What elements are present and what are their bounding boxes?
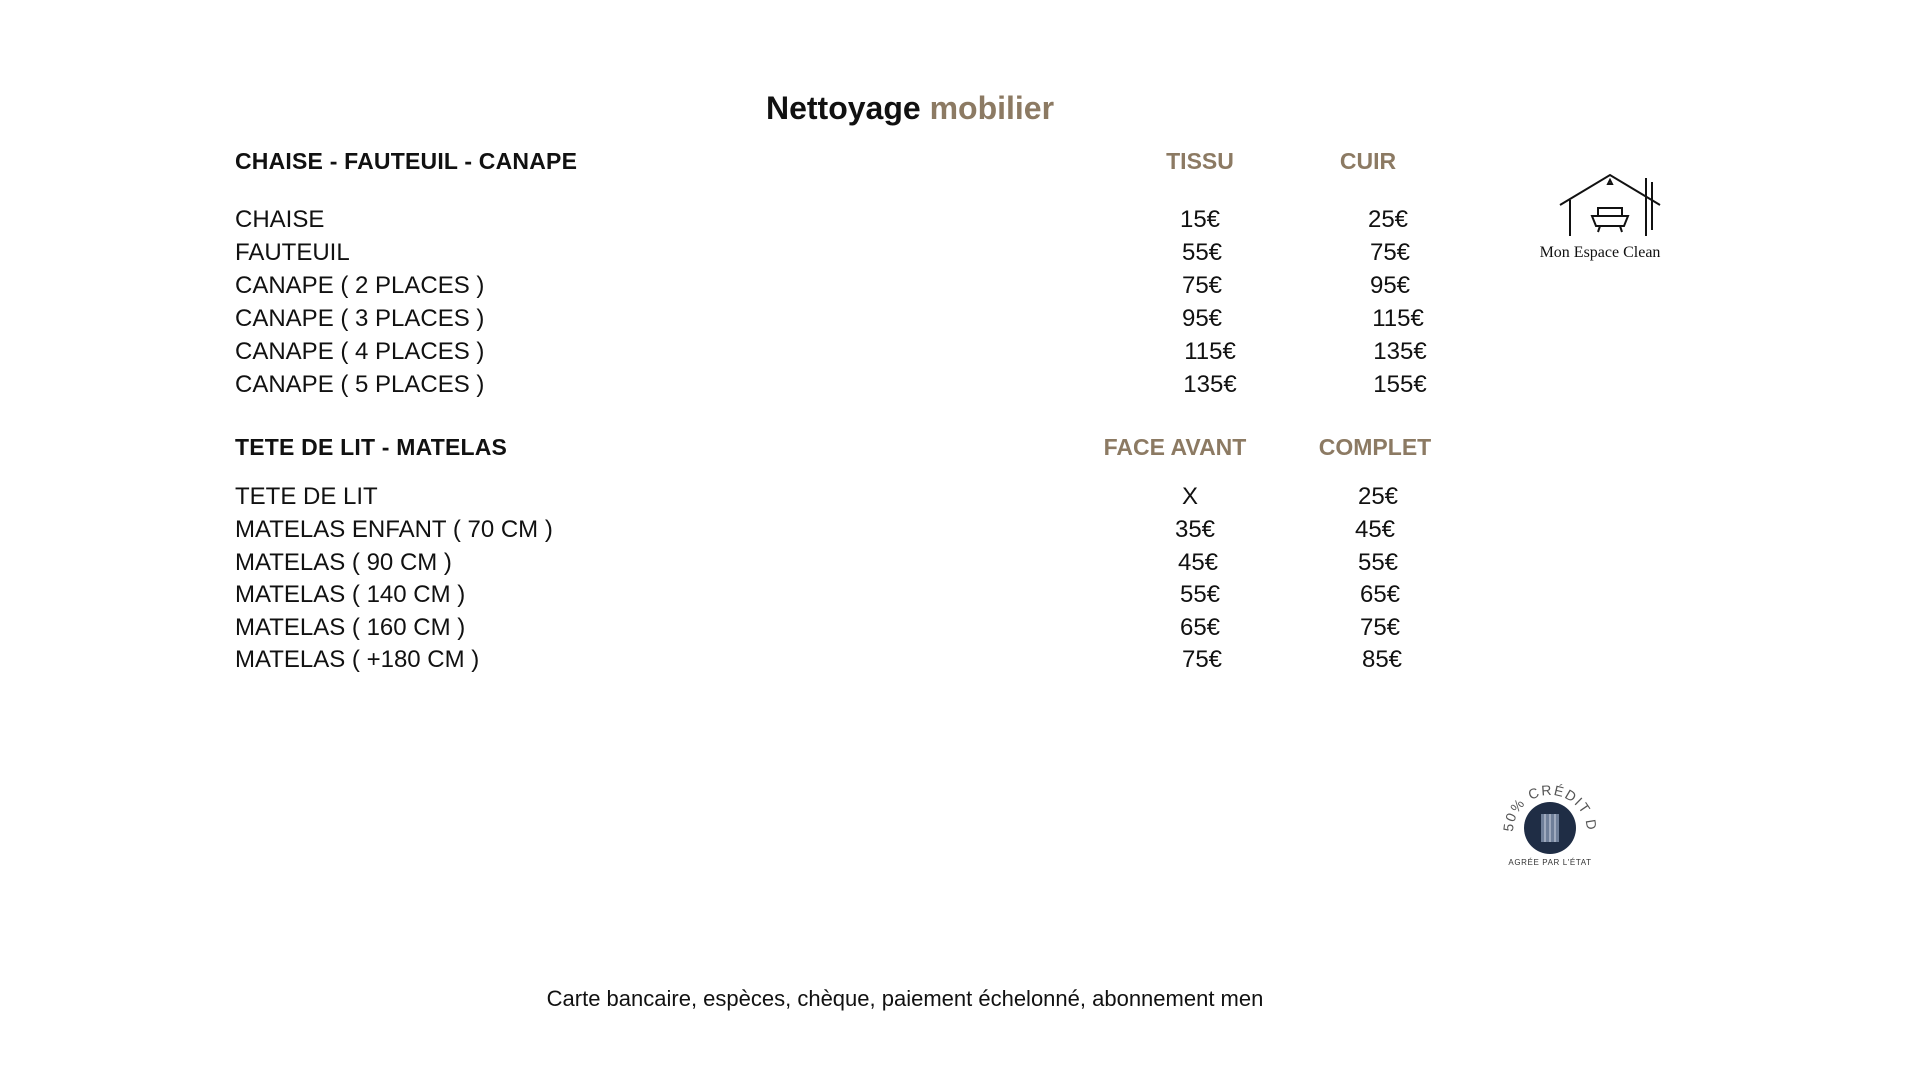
row-label: MATELAS ( 90 CM )	[235, 549, 452, 576]
column-header-cuir: CUIR	[1339, 148, 1397, 174]
column-header-complet: COMPLET	[1318, 434, 1432, 460]
column-header-tissu: TISSU	[1166, 148, 1234, 174]
price-complet: 65€	[1359, 581, 1401, 608]
price-complet: 75€	[1359, 614, 1401, 641]
price-face-avant: X	[1181, 483, 1198, 510]
badge-sub-text: AGRÉE PAR L'ÉTAT	[1508, 858, 1592, 867]
row-label: MATELAS ( 140 CM )	[235, 581, 466, 608]
section-heading-chairs: CHAISE - FAUTEUIL - CANAPE	[235, 148, 578, 174]
price-cuir: 95€	[1369, 272, 1411, 299]
price-face-avant: 75€	[1181, 646, 1223, 673]
row-label: TETE DE LIT	[235, 483, 378, 510]
price-cuir: 155€	[1373, 371, 1427, 398]
price-complet: 25€	[1357, 483, 1399, 510]
row-label: MATELAS ENFANT ( 70 CM )	[235, 516, 553, 543]
badge-ring-text: 50% CRÉDIT D	[1499, 781, 1601, 833]
title-accent: mobilier	[929, 90, 1055, 126]
price-cuir: 75€	[1369, 239, 1411, 266]
price-cuir: 135€	[1373, 338, 1427, 365]
row-label: CANAPE ( 4 PLACES )	[235, 338, 485, 365]
row-label: MATELAS ( +180 CM )	[235, 646, 480, 673]
row-label: CHAISE	[235, 206, 325, 233]
price-face-avant: 65€	[1179, 614, 1221, 641]
price-face-avant: 55€	[1179, 581, 1221, 608]
price-tissu: 95€	[1181, 305, 1223, 332]
row-label: FAUTEUIL	[235, 239, 350, 266]
price-complet: 55€	[1357, 549, 1399, 576]
price-face-avant: 35€	[1174, 516, 1216, 543]
column-header-face-avant: FACE AVANT	[1103, 434, 1247, 460]
price-complet: 85€	[1361, 646, 1403, 673]
price-tissu: 75€	[1181, 272, 1223, 299]
row-label: CANAPE ( 5 PLACES )	[235, 371, 485, 398]
logo-name: Mon Espace Clean	[1539, 244, 1661, 261]
row-label: MATELAS ( 160 CM )	[235, 614, 466, 641]
price-cuir: 25€	[1367, 206, 1409, 233]
page-title	[0, 88, 1820, 128]
price-tissu: 55€	[1181, 239, 1223, 266]
section-heading-mattress: TETE DE LIT - MATELAS	[235, 434, 508, 460]
payment-methods: Carte bancaire, espèces, chèque, paiement échelonné, abonnement men	[546, 986, 1264, 1011]
price-face-avant: 45€	[1177, 549, 1219, 576]
title-main: Nettoyage	[765, 90, 921, 126]
row-label: CANAPE ( 3 PLACES )	[235, 305, 485, 332]
row-label: CANAPE ( 2 PLACES )	[235, 272, 485, 299]
price-tissu: 135€	[1183, 371, 1237, 398]
price-complet: 45€	[1354, 516, 1396, 543]
price-tissu: 15€	[1179, 206, 1221, 233]
price-tissu: 115€	[1184, 338, 1236, 365]
price-cuir: 115€	[1372, 305, 1424, 332]
